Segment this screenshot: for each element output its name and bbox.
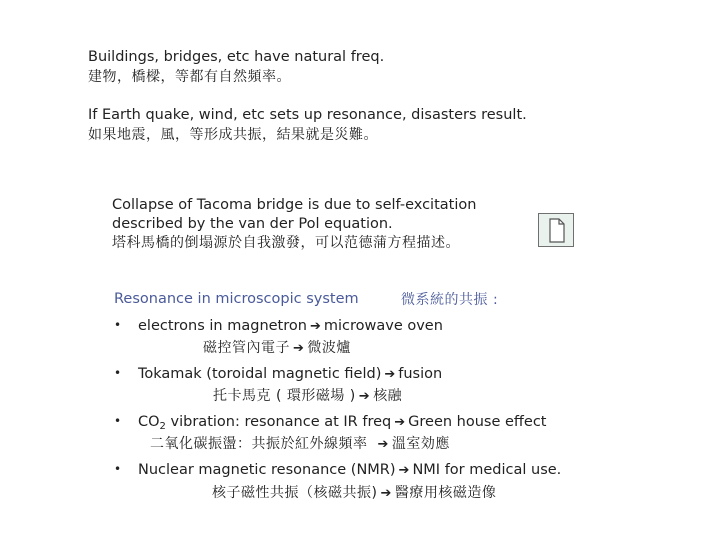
section-heading-en: Resonance in microscopic system [114, 291, 359, 307]
bullet-1-zh-right: 微波爐 [307, 340, 351, 356]
bullet-3-zh-left: 二氧化碳振盪：共振於紅外線頻率 [150, 436, 368, 452]
bullet-3-en [138, 412, 547, 433]
bullet-2-en-right: fusion [398, 366, 443, 382]
arrow-right-icon: ➔ [380, 486, 392, 501]
arrow-right-icon: ➔ [293, 341, 305, 356]
arrow-right-icon: ➔ [394, 415, 406, 430]
intro-line2-en: If Earth quake, wind, etc sets up resonance, disasters result. [88, 107, 527, 123]
bullet-1-zh [203, 338, 351, 359]
bullet-4-en-left: Nuclear magnetic resonance (NMR) [138, 462, 396, 478]
tacoma-line1: Collapse of Tacoma bridge is due to self-excitation [112, 197, 477, 213]
bullet-2-zh-right: 核融 [373, 388, 403, 404]
arrow-right-icon: ➔ [358, 389, 371, 404]
intro-line1-en: Buildings, bridges, etc have natural freq. [88, 49, 385, 65]
bullet-2-zh-left: 托卡馬克 ( 環形磁場 ) [213, 388, 356, 404]
bullet-1-zh-left: 磁控管內電子 [203, 340, 290, 356]
section-heading-zh: 微系統的共振 : [401, 292, 499, 308]
bullet-3-zh-right: 溫室効應 [391, 436, 450, 452]
arrow-right-icon: ➔ [377, 437, 389, 452]
tacoma-line3-zh: 塔科馬橋的倒塌源於自我激發，可以范德蒲方程描述。 [112, 235, 460, 251]
bullet-3-en-co: CO [138, 414, 160, 430]
bullet-4-marker: • [114, 462, 122, 476]
intro-line2-zh: 如果地震，風，等形成共振，結果就是災難。 [88, 127, 378, 143]
intro-line1-zh: 建物，橋樑，等都有自然頻率。 [88, 69, 291, 85]
bullet-1-marker: • [114, 318, 122, 332]
bullet-4-en [138, 460, 561, 481]
bullet-4-zh-left: 核子磁性共振（核磁共振) [212, 485, 378, 501]
bullet-2-zh [213, 386, 402, 407]
bullet-2-marker: • [114, 366, 122, 380]
arrow-right-icon: ➔ [398, 463, 410, 478]
bullet-1-en-left: electrons in magnetron [138, 318, 307, 334]
bullet-2-en-left: Tokamak (toroidal magnetic field) [138, 366, 382, 382]
bullet-3-marker: • [114, 414, 122, 428]
bullet-3-en-subscript: 2 [159, 421, 166, 432]
bullet-4-zh [212, 483, 496, 504]
page-glyph-icon [539, 214, 573, 246]
bullet-3-en-right: Green house effect [408, 414, 547, 430]
bullet-2-en [138, 364, 442, 385]
bullet-4-zh-right: 醫療用核磁造像 [394, 485, 497, 501]
tacoma-line2: described by the van der Pol equation. [112, 216, 393, 232]
bullet-3-en-left: vibration: resonance at IR freq [165, 414, 392, 430]
arrow-right-icon: ➔ [384, 367, 396, 382]
bullet-1-en-right: microwave oven [323, 318, 443, 334]
bullet-1-en [138, 316, 443, 337]
bullet-3-zh [150, 434, 450, 455]
arrow-right-icon: ➔ [309, 319, 321, 334]
bullet-4-en-right: NMI for medical use. [412, 462, 562, 478]
document-icon[interactable] [538, 213, 574, 247]
